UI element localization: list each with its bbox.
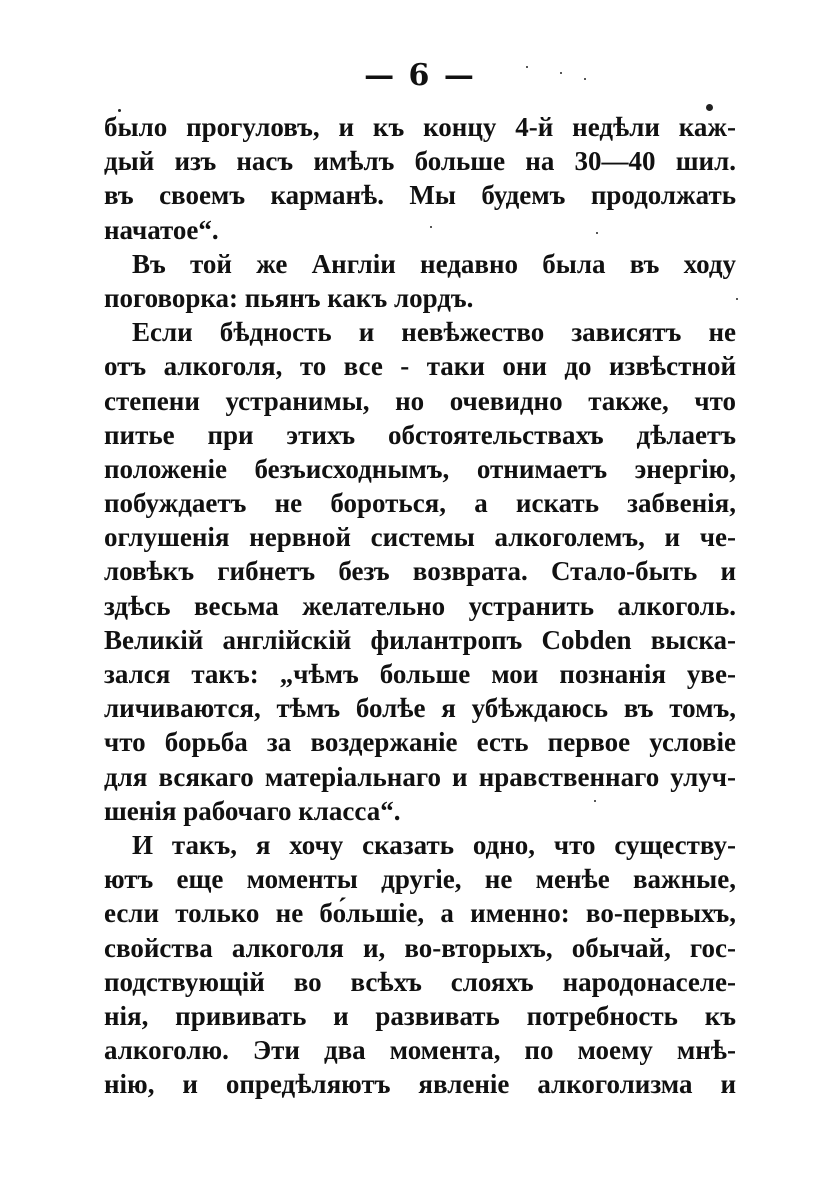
text-line: свойства алкоголя и, во-вторыхъ, обычай, гос-	[104, 932, 736, 963]
text-line: Если бѣдность и невѣжество зависятъ не	[132, 317, 736, 348]
ink-speck	[526, 66, 528, 68]
text-line: въ своемъ карманѣ. Мы будемъ продолжать	[104, 180, 736, 211]
text-line: если только не бо́льшіе, а именно: во-первыхъ,	[104, 898, 736, 929]
ink-speck	[594, 800, 596, 802]
text-line: ютъ еще моменты другіе, не менѣе важные,	[104, 864, 736, 895]
ink-speck	[736, 298, 738, 300]
ink-speck	[584, 78, 586, 80]
text-line: дый изъ насъ имѣлъ больше на 30—40 шил.	[104, 146, 736, 177]
text-line: питье при этихъ обстоятельствахъ дѣлаетъ	[104, 419, 736, 450]
text-line: было прогуловъ, и къ концу 4-й недѣли каж-	[104, 112, 736, 142]
text-line: поговорка: пьянъ какъ лордъ.	[104, 282, 474, 313]
text-line: И такъ, я хочу сказать одно, что существу-	[132, 829, 736, 860]
text-line: начатое“.	[104, 214, 219, 245]
text-line: подствующій во всѣхъ слояхъ народонаселе-	[104, 966, 736, 997]
text-line: алкоголю. Эти два момента, по моему мнѣ-	[104, 1035, 736, 1066]
text-line: личиваются, тѣмъ болѣе я убѣждаюсь въ томъ,	[104, 693, 736, 724]
page-number: — 6 —	[364, 58, 476, 93]
text-line: зался такъ: „чѣмъ больше мои познанія уве-	[104, 659, 736, 689]
paragraph	[104, 247, 736, 315]
text-line: ловѣкъ гибнетъ безъ возврата. Стало-быть и	[104, 556, 736, 587]
text-line: побуждаетъ не бороться, а искать забвенія,	[104, 488, 736, 519]
paragraph	[104, 110, 736, 247]
paragraph	[104, 315, 736, 828]
text-line: положеніе безъисходнымъ, отнимаетъ энергію,	[104, 453, 736, 484]
text-line: что борьба за воздержаніе есть первое условіе	[104, 727, 736, 758]
text-line: шенія рабочаго класса“.	[104, 795, 401, 826]
ink-speck	[560, 72, 562, 74]
text-line: отъ алкоголя, то все - таки они до извѣстной	[104, 351, 736, 382]
text-line: для всякаго матеріальнаго и нравственнаго улуч-	[104, 761, 736, 792]
ink-speck	[118, 109, 121, 112]
text-line: здѣсь весьма желательно устранить алкоголь.	[104, 590, 736, 621]
text-line: Великій англійскій филантропъ Cobden выска-	[104, 624, 736, 655]
paragraph	[104, 828, 736, 1102]
ink-speck	[706, 104, 713, 111]
body-text	[104, 110, 736, 1101]
text-line: степени устранимы, но очевидно также, что	[104, 385, 736, 416]
text-line: оглушенія нервной системы алкоголемъ, и че-	[104, 522, 736, 553]
text-line: Въ той же Англіи недавно была въ ходу	[132, 248, 736, 279]
text-line: нію, и опредѣляютъ явленіе алкоголизма и	[104, 1069, 736, 1100]
ink-speck	[596, 232, 598, 234]
text-line: нія, прививать и развивать потребность къ	[104, 1000, 736, 1031]
ink-speck	[430, 226, 432, 228]
